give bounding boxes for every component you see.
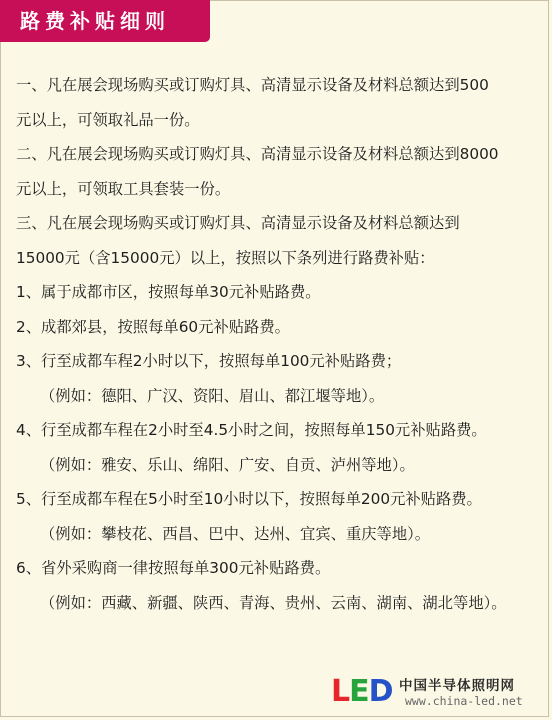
subsidy-item-6: 6、省外采购商一律按照每单300元补贴路费。	[16, 559, 331, 577]
watermark-name: 中国半导体照明网	[399, 678, 515, 694]
subsidy-item-4: 4、行至成都车程在2小时至4.5小时之间，按照每单150元补贴路费。	[16, 421, 487, 439]
subsidy-item-2: 2、成都郊县，按照每单60元补贴路费。	[16, 317, 290, 336]
rule-line-3: 三、凡在展会现场购买或订购灯具、高清显示设备及材料总额达到	[16, 214, 460, 232]
page-title: 路费补贴细则	[20, 9, 170, 33]
rule-line-1: 一、凡在展会现场购买或订购灯具、高清显示设备及材料总额达到500	[16, 76, 489, 94]
subsidy-item-5: 5、行至成都车程在5小时至10小时以下，按照每单200元补贴路费。	[16, 490, 482, 508]
watermark-url: www.china-led.net	[405, 694, 523, 708]
subsidy-item-3-example: （例如：德阳、广汉、资阳、眉山、都江堰等地）。	[40, 386, 385, 405]
subsidy-item-6-example: （例如：西藏、新疆、陕西、青海、贵州、云南、湖南、湖北等地）。	[40, 593, 507, 612]
title-banner	[0, 0, 210, 42]
subsidy-item-5-example: （例如：攀枝花、西昌、巴中、达州、宜宾、重庆等地）。	[40, 524, 431, 543]
rules-list	[16, 68, 544, 620]
subsidy-item-4-example: （例如：雅安、乐山、绵阳、广安、自贡、泸州等地）。	[40, 455, 415, 474]
rule-line-1-cont: 元以上，可领取礼品一份。	[16, 110, 200, 129]
rule-line-2: 二、凡在展会现场购买或订购灯具、高清显示设备及材料总额达到8000	[16, 145, 499, 163]
led-logo: LED	[331, 674, 393, 709]
watermark	[331, 674, 546, 714]
rule-line-2-cont: 元以上，可领取工具套装一份。	[16, 179, 231, 198]
subsidy-item-3: 3、行至成都车程2小时以下，按照每单100元补贴路费；	[16, 352, 402, 370]
rule-line-3-cont: 15000元（含15000元）以上，按照以下条列进行路费补贴：	[16, 248, 435, 267]
subsidy-item-1: 1、属于成都市区，按照每单30元补贴路费。	[16, 283, 321, 301]
